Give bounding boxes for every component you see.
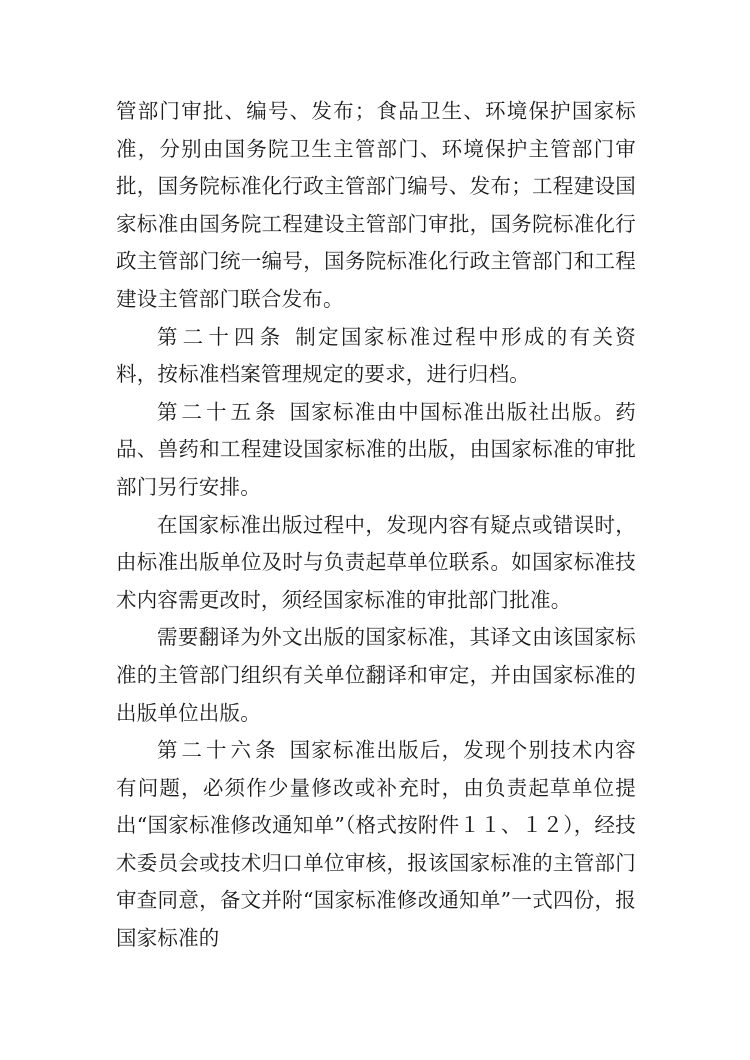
article-text: 国家标准由中国标准出版社出版。药品、兽药和工程建设国家标准的出版，由国家标准的审批部门另行安排。 xyxy=(116,399,636,499)
paragraph-text: 需要翻译为外文出版的国家标准，其译文由该国家标准的主管部门组织有关单位翻译和审定，并由国家标准的出版单位出版。 xyxy=(116,625,636,725)
article-26 xyxy=(116,732,636,958)
article-25 xyxy=(116,394,636,507)
paragraph-publication-errors xyxy=(116,507,636,620)
paragraph-text: 管部门审批、编号、发布；食品卫生、环境保护国家标准，分别由国务院卫生主管部门、环境保护主管部门审批，国务院标准化行政主管部门编号、发布；工程建设国家标准由国务院工程建设主管部门审批，国务院标准化行政主管部门统一编号，国务院标准化行政主管部门和工程建设主管部门联合发布。 xyxy=(116,99,636,311)
paragraph-text: 在国家标准出版过程中，发现内容有疑点或错误时，由标准出版单位及时与负责起草单位联系。如国家标准技术内容需更改时，须经国家标准的审批部门批准。 xyxy=(116,512,636,612)
article-text: 制定国家标准过程中形成的有关资料，按标准档案管理规定的要求，进行归档。 xyxy=(116,324,637,387)
article-text: 国家标准出版后，发现个别技术内容有问题，必须作少量修改或补充时，由负责起草单位提出“国家标准修改通知单”（格式按附件１１、１２），经技术委员会或技术归口单位审核，报该国家标准的主管部门审查同意，备文并附“国家标准修改通知单”一式四份，报国家标准的 xyxy=(116,738,636,951)
article-number: 第二十四条 xyxy=(157,324,286,349)
paragraph-continuation xyxy=(116,93,636,319)
article-number: 第二十五条 xyxy=(157,399,280,424)
article-24 xyxy=(116,319,636,394)
document-body xyxy=(116,93,636,958)
paragraph-translation xyxy=(116,619,636,732)
article-number: 第二十六条 xyxy=(157,738,280,763)
